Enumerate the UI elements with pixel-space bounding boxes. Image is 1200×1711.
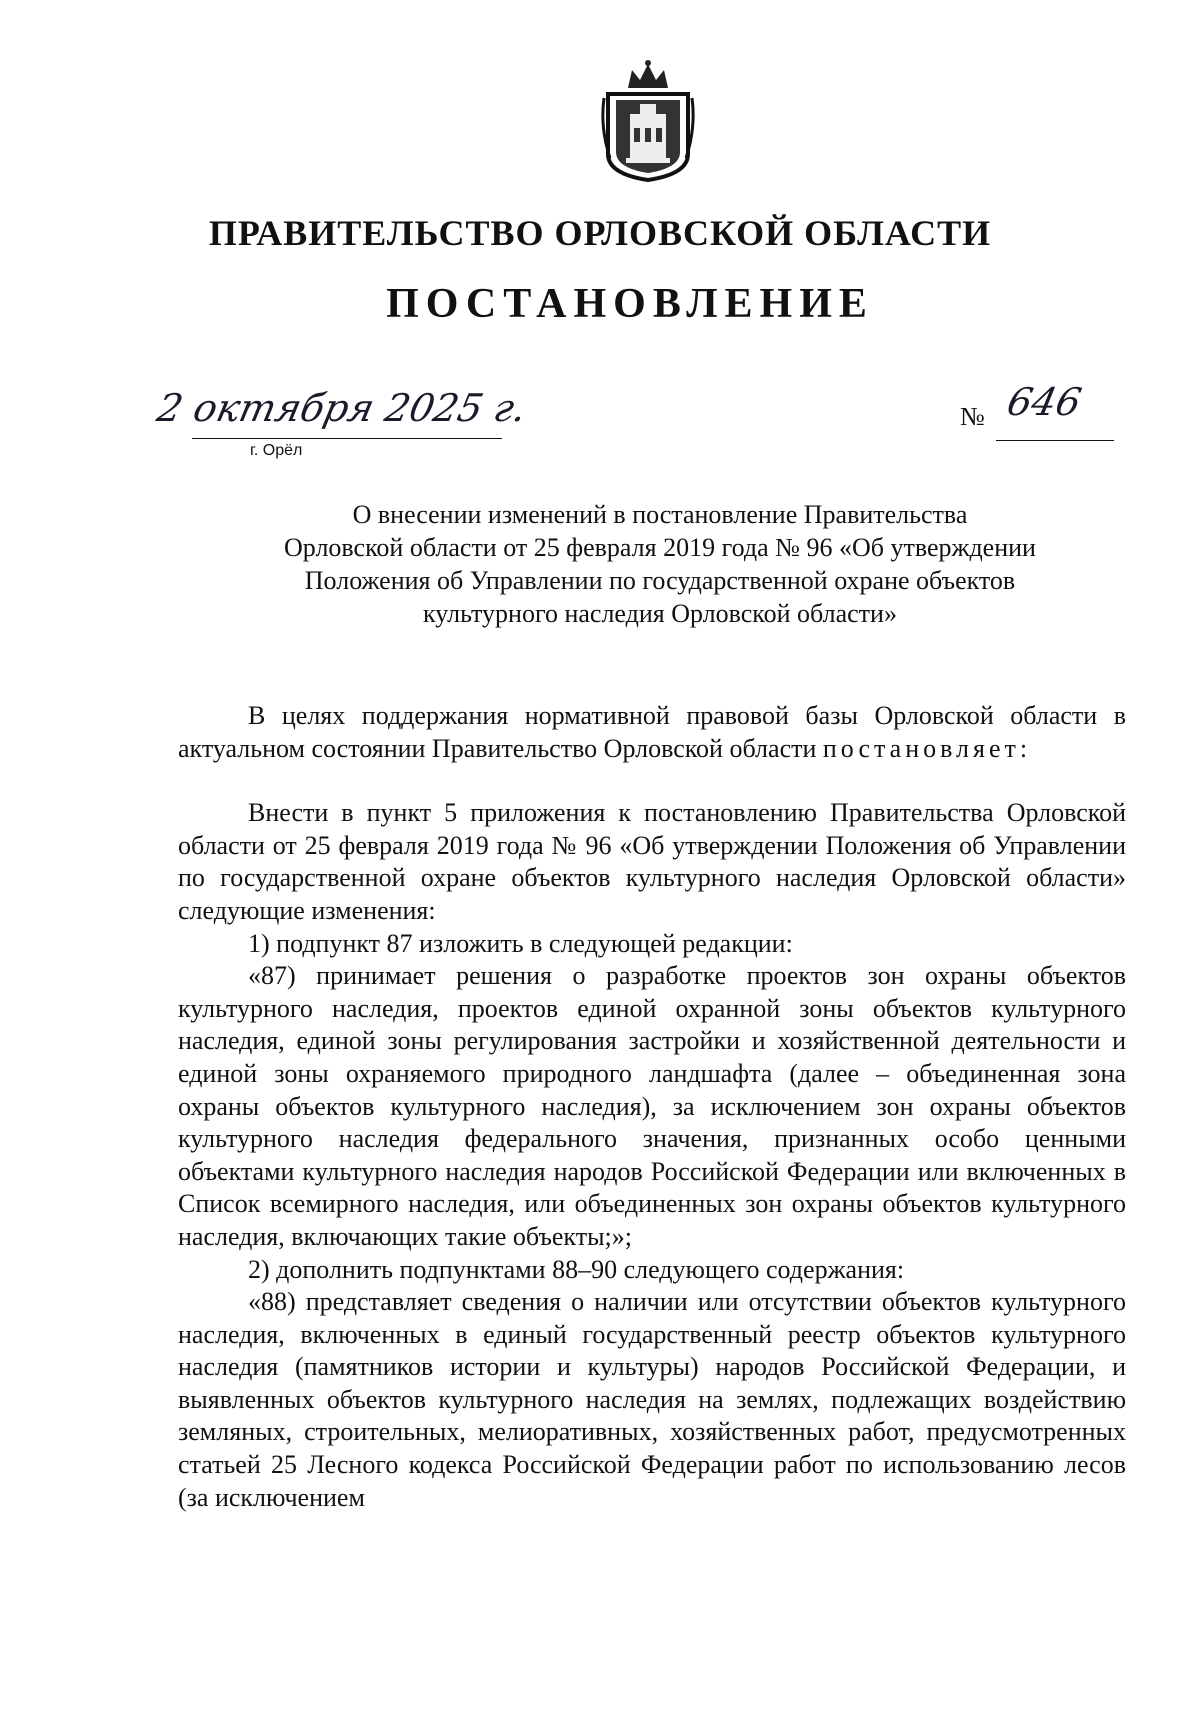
number-label: №	[960, 402, 985, 431]
date-handwritten: 2 октября 2025 г.	[153, 386, 531, 430]
subitem-88: «88) представляет сведения о наличии или отсутствии объектов культурного наследия, включенных в единый государственный реестр объектов культурного наследия (памятников истории и культуры) народов Российской Федерации, и выявленных объектов культурного наследия на землях, подлежащих воздействию земляных, строительных, мелиоративных, хозяйственных работ, предусмотренных статьей 25 Лесного кодекса Российской Федерации работ по использованию лесов (за исключением	[178, 1287, 1126, 1512]
title-line: культурного наследия Орловской области»	[423, 599, 897, 628]
document-title	[200, 498, 1120, 630]
intro-paragraph: Внести в пункт 5 приложения к постановлению Правительства Орловской области от 25 февраля 2019 года № 96 «Об утверждении Положения об Управлении по государственной охране объектов культурного наследия Орловской области» следующие изменения:	[178, 798, 1126, 925]
resolves-word: постановляет:	[822, 733, 1032, 763]
title-line: Орловской области от 25 февраля 2019 года № 96 «Об утверждении	[284, 533, 1036, 562]
document-body	[178, 700, 1126, 1514]
organization-name: ПРАВИТЕЛЬСТВО ОРЛОВСКОЙ ОБЛАСТИ	[208, 213, 992, 253]
title-line: О внесении изменений в постановление Правительства	[352, 500, 968, 529]
number-handwritten: 646	[1003, 380, 1086, 424]
item-1: 1) подпункт 87 изложить в следующей редакции:	[248, 928, 793, 958]
preamble-paragraph	[178, 700, 1126, 765]
item-2: 2) дополнить подпунктами 88–90 следующего содержания:	[248, 1254, 905, 1284]
subitem-87: «87) принимает решения о разработке проектов зон охраны объектов культурного наследия, проектов единой охранной зоны объектов культурного наследия, единой зоны регулирования застройки и хозяйственной деятельности и единой зоны охраняемого природного ландшафта (далее – объединенная зона охраны объектов культурного наследия), за исключением зон охраны объектов культурного наследия федерального значения, признанных особо ценными объектами культурного наследия народов Российской Федерации или включенных в Список всемирного наследия, или объединенных зон охраны объектов культурного наследия, включающих такие объекты;»;	[178, 961, 1126, 1251]
city-label: г. Орёл	[250, 442, 303, 459]
coat-of-arms-emblem	[600, 58, 696, 182]
number-underline	[996, 440, 1114, 441]
preamble-text: В целях поддержания нормативной правовой базы Орловской области в актуальном состоянии Правительство Орловской области	[178, 701, 1126, 763]
document-type: ПОСТАНОВЛЕНИЕ	[386, 281, 874, 327]
title-line: Положения об Управлении по государственной охране объектов	[304, 566, 1016, 595]
date-underline	[192, 438, 502, 439]
